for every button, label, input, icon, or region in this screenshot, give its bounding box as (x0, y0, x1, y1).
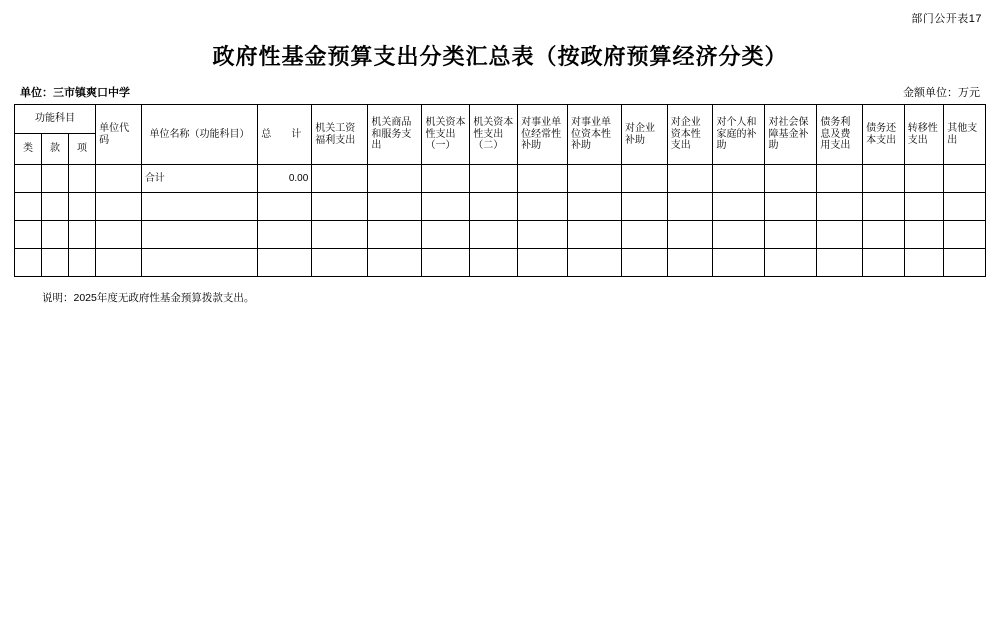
cell-social-security-fund-subsidy (765, 249, 817, 277)
header-social-security-fund-subsidy: 对社会保障基金补助 (765, 105, 817, 165)
cell-lei (15, 249, 42, 277)
table-row (15, 165, 986, 193)
header-unit-name: 单位名称（功能科目） (141, 105, 257, 165)
header-unit-code: 单位代码 (96, 105, 142, 165)
header-agency-capital-2: 机关资本性支出（二） (470, 105, 518, 165)
header-enterprise-capital: 对企业资本性支出 (667, 105, 713, 165)
cell-enterprise-subsidy (622, 221, 668, 249)
cell-unit-code (96, 193, 142, 221)
cell-institution-recurrent-subsidy (518, 249, 568, 277)
cell-agency-goods-services (368, 221, 422, 249)
cell-total (258, 249, 312, 277)
cell-debt-principal (863, 249, 905, 277)
cell-debt-principal (863, 193, 905, 221)
cell-enterprise-subsidy (622, 165, 668, 193)
cell-agency-goods-services (368, 165, 422, 193)
cell-unit-name: 合计 (141, 165, 257, 193)
cell-institution-recurrent-subsidy (518, 221, 568, 249)
table-note: 说明：2025年度无政府性基金预算拨款支出。 (42, 292, 255, 304)
cell-agency-capital-1 (422, 249, 470, 277)
header-institution-capital-subsidy: 对事业单位资本性补助 (567, 105, 621, 165)
header-agency-salary-welfare: 机关工资福利支出 (312, 105, 368, 165)
cell-debt-interest-fees (817, 249, 863, 277)
cell-total: 0.00 (258, 165, 312, 193)
cell-agency-goods-services (368, 193, 422, 221)
cell-kuan (42, 193, 69, 221)
amount-unit-label: 金额单位：万元 (903, 87, 980, 99)
cell-unit-name (141, 249, 257, 277)
table-row (15, 221, 986, 249)
header-lei: 类 (15, 133, 42, 164)
header-xiang: 项 (69, 133, 96, 164)
cell-enterprise-subsidy (622, 249, 668, 277)
cell-lei (15, 165, 42, 193)
cell-unit-code (96, 165, 142, 193)
header-group-function-subject: 功能科目 (15, 105, 96, 134)
table-header-group-row (15, 105, 986, 134)
header-other-expenditure: 其他支出 (944, 105, 986, 165)
cell-xiang (69, 221, 96, 249)
cell-transfer-expenditure (904, 165, 944, 193)
table-row (15, 193, 986, 221)
table-row (15, 249, 986, 277)
cell-institution-capital-subsidy (567, 249, 621, 277)
cell-debt-principal (863, 165, 905, 193)
cell-other-expenditure (944, 193, 986, 221)
cell-transfer-expenditure (904, 193, 944, 221)
header-transfer-expenditure: 转移性支出 (904, 105, 944, 165)
header-agency-capital-1: 机关资本性支出（一） (422, 105, 470, 165)
cell-social-security-fund-subsidy (765, 193, 817, 221)
cell-individual-family-subsidy (713, 249, 765, 277)
cell-institution-capital-subsidy (567, 221, 621, 249)
cell-institution-capital-subsidy (567, 193, 621, 221)
cell-enterprise-capital (667, 165, 713, 193)
cell-agency-capital-1 (422, 221, 470, 249)
cell-other-expenditure (944, 165, 986, 193)
cell-total (258, 193, 312, 221)
cell-agency-capital-1 (422, 193, 470, 221)
unit-label: 单位：三市镇爽口中学 (20, 87, 130, 99)
cell-agency-capital-2 (470, 193, 518, 221)
cell-kuan (42, 221, 69, 249)
cell-individual-family-subsidy (713, 221, 765, 249)
cell-social-security-fund-subsidy (765, 221, 817, 249)
cell-enterprise-capital (667, 221, 713, 249)
cell-agency-salary-welfare (312, 193, 368, 221)
cell-agency-salary-welfare (312, 249, 368, 277)
cell-unit-code (96, 221, 142, 249)
cell-unit-code (96, 249, 142, 277)
cell-unit-name (141, 221, 257, 249)
cell-enterprise-subsidy (622, 193, 668, 221)
cell-kuan (42, 165, 69, 193)
cell-enterprise-capital (667, 193, 713, 221)
cell-other-expenditure (944, 249, 986, 277)
header-individual-family-subsidy: 对个人和家庭的补助 (713, 105, 765, 165)
cell-debt-interest-fees (817, 193, 863, 221)
cell-individual-family-subsidy (713, 193, 765, 221)
cell-total (258, 221, 312, 249)
header-debt-principal: 债务还本支出 (863, 105, 905, 165)
cell-unit-name (141, 193, 257, 221)
cell-individual-family-subsidy (713, 165, 765, 193)
cell-agency-capital-2 (470, 221, 518, 249)
cell-agency-salary-welfare (312, 221, 368, 249)
cell-agency-capital-1 (422, 165, 470, 193)
budget-table (14, 104, 986, 277)
cell-other-expenditure (944, 221, 986, 249)
cell-debt-interest-fees (817, 165, 863, 193)
header-debt-interest-fees: 债务利息及费用支出 (817, 105, 863, 165)
cell-agency-capital-2 (470, 165, 518, 193)
cell-social-security-fund-subsidy (765, 165, 817, 193)
cell-xiang (69, 249, 96, 277)
cell-enterprise-capital (667, 249, 713, 277)
header-agency-goods-services: 机关商品和服务支出 (368, 105, 422, 165)
cell-transfer-expenditure (904, 221, 944, 249)
header-institution-recurrent-subsidy: 对事业单位经常性补助 (518, 105, 568, 165)
table-body (15, 165, 986, 277)
header-total: 总 计 (258, 105, 312, 165)
cell-agency-goods-services (368, 249, 422, 277)
cell-agency-capital-2 (470, 249, 518, 277)
cell-transfer-expenditure (904, 249, 944, 277)
cell-lei (15, 221, 42, 249)
budget-table-wrapper (14, 104, 986, 277)
header-kuan: 款 (42, 133, 69, 164)
cell-xiang (69, 165, 96, 193)
page-title: 政府性基金预算支出分类汇总表（按政府预算经济分类） (212, 44, 788, 69)
cell-agency-salary-welfare (312, 165, 368, 193)
cell-debt-interest-fees (817, 221, 863, 249)
cell-institution-recurrent-subsidy (518, 193, 568, 221)
meta-row (20, 84, 980, 100)
cell-institution-recurrent-subsidy (518, 165, 568, 193)
header-enterprise-subsidy: 对企业补助 (622, 105, 668, 165)
cell-kuan (42, 249, 69, 277)
form-code-label: 部门公开表17 (911, 13, 982, 25)
cell-institution-capital-subsidy (567, 165, 621, 193)
cell-debt-principal (863, 221, 905, 249)
cell-lei (15, 193, 42, 221)
cell-xiang (69, 193, 96, 221)
